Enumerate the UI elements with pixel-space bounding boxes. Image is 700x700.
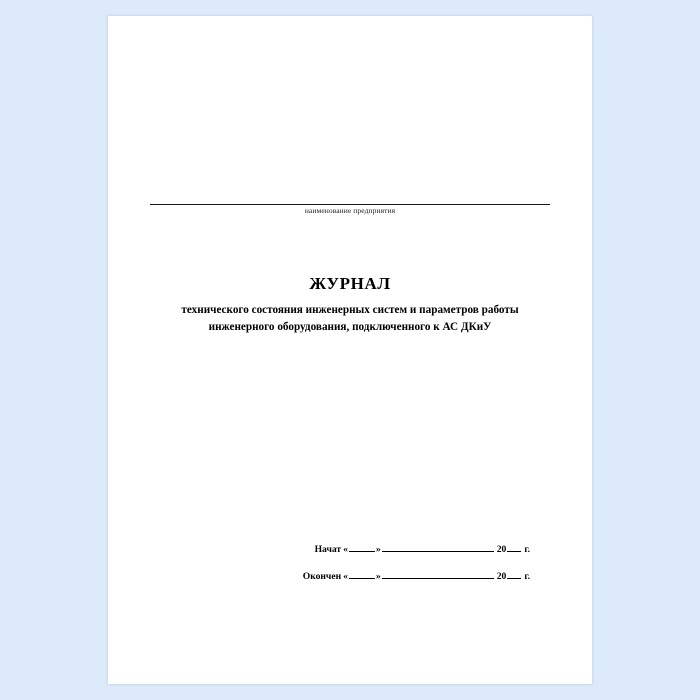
started-quote-close: » — [375, 544, 381, 555]
page-title: ЖУРНАЛ — [309, 274, 391, 293]
started-year-blank[interactable] — [507, 542, 521, 552]
document-subtitle-line-1: технического состояния инженерных систем и параметров работы — [181, 304, 519, 316]
document-subtitle-line-2: инженерного оборудования, подключенного к АС ДКиУ — [208, 320, 492, 333]
finished-year-suffix: г. — [524, 571, 530, 582]
document-subtitle — [138, 302, 562, 336]
finished-label: Окончен — [302, 571, 342, 582]
title-block — [138, 274, 562, 336]
started-month-blank[interactable] — [382, 542, 494, 552]
footer-block — [138, 542, 562, 596]
started-row — [138, 542, 562, 555]
started-day-blank[interactable] — [349, 542, 375, 552]
organization-name-rule — [150, 204, 550, 205]
finished-quote-close: » — [375, 571, 381, 582]
finished-row — [138, 569, 562, 582]
finished-quote-open: « — [343, 571, 348, 582]
started-quote-open: « — [343, 544, 348, 555]
finished-day-blank[interactable] — [349, 569, 375, 579]
finished-month-blank[interactable] — [382, 569, 494, 579]
started-label: Начат — [314, 544, 342, 555]
document-sheet — [108, 16, 592, 684]
finished-year-blank[interactable] — [507, 569, 521, 579]
organization-name-caption: наименование предприятия — [304, 206, 396, 215]
finished-year-prefix: 20 — [496, 571, 507, 582]
started-year-suffix: г. — [524, 544, 530, 555]
started-year-prefix: 20 — [496, 544, 507, 555]
